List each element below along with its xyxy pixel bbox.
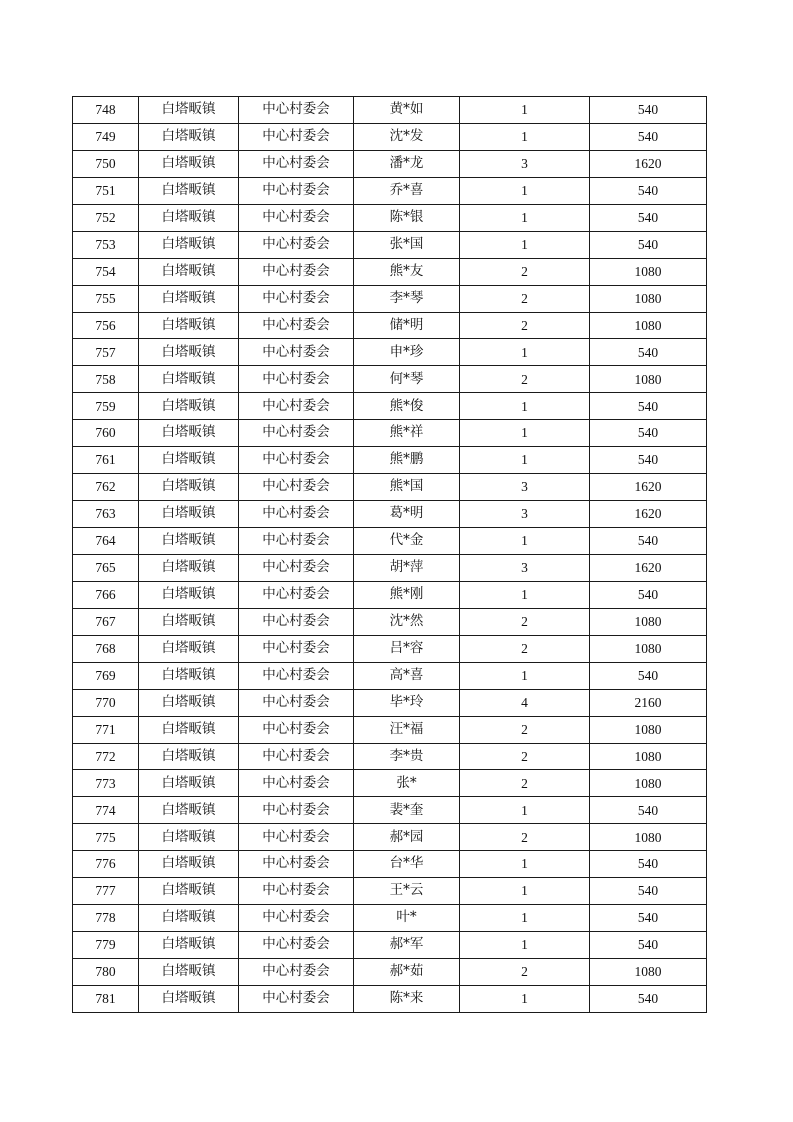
village-cell: 中心村委会 [239,608,354,635]
person-name-cell: 王*云 [354,878,460,905]
table-row [73,447,707,474]
table-row [73,635,707,662]
person-name-cell: 胡*萍 [354,554,460,581]
row-number-cell: 774 [73,797,139,824]
amount-cell: 1080 [590,770,707,797]
row-number-cell: 748 [73,97,139,124]
row-number-cell: 764 [73,528,139,555]
amount-cell: 540 [590,339,707,366]
row-number-cell: 753 [73,231,139,258]
amount-cell: 1620 [590,554,707,581]
table-row [73,231,707,258]
amount-cell: 540 [590,177,707,204]
village-cell: 中心村委会 [239,150,354,177]
person-name-cell: 叶* [354,905,460,932]
row-number-cell: 771 [73,716,139,743]
household-count-cell: 2 [460,608,590,635]
household-count-cell: 1 [460,581,590,608]
town-cell: 白塔畈镇 [139,608,239,635]
person-name-cell: 熊*友 [354,258,460,285]
row-number-cell: 778 [73,905,139,932]
town-cell: 白塔畈镇 [139,716,239,743]
table-row [73,959,707,986]
household-count-cell: 2 [460,258,590,285]
household-count-cell: 3 [460,554,590,581]
town-cell: 白塔畈镇 [139,393,239,420]
town-cell: 白塔畈镇 [139,420,239,447]
table-row [73,501,707,528]
amount-cell: 540 [590,662,707,689]
amount-cell: 540 [590,97,707,124]
table-row [73,662,707,689]
amount-cell: 1080 [590,743,707,770]
person-name-cell: 张* [354,770,460,797]
town-cell: 白塔畈镇 [139,339,239,366]
town-cell: 白塔畈镇 [139,905,239,932]
household-count-cell: 3 [460,474,590,501]
amount-cell: 1080 [590,366,707,393]
amount-cell: 1080 [590,608,707,635]
household-count-cell: 1 [460,932,590,959]
village-cell: 中心村委会 [239,231,354,258]
town-cell: 白塔畈镇 [139,554,239,581]
town-cell: 白塔畈镇 [139,635,239,662]
row-number-cell: 768 [73,635,139,662]
table-row [73,689,707,716]
amount-cell: 540 [590,985,707,1012]
row-number-cell: 767 [73,608,139,635]
town-cell: 白塔畈镇 [139,366,239,393]
household-count-cell: 1 [460,985,590,1012]
person-name-cell: 熊*国 [354,474,460,501]
village-cell: 中心村委会 [239,393,354,420]
amount-cell: 1620 [590,150,707,177]
household-count-cell: 1 [460,447,590,474]
person-name-cell: 沈*然 [354,608,460,635]
person-name-cell: 熊*刚 [354,581,460,608]
table-row [73,123,707,150]
village-cell: 中心村委会 [239,581,354,608]
table-row [73,851,707,878]
town-cell: 白塔畈镇 [139,797,239,824]
person-name-cell: 张*国 [354,231,460,258]
town-cell: 白塔畈镇 [139,851,239,878]
village-cell: 中心村委会 [239,177,354,204]
household-count-cell: 2 [460,635,590,662]
household-count-cell: 1 [460,177,590,204]
person-name-cell: 郝*茹 [354,959,460,986]
household-count-cell: 2 [460,285,590,312]
amount-cell: 1080 [590,312,707,339]
row-number-cell: 750 [73,150,139,177]
household-count-cell: 1 [460,797,590,824]
amount-cell: 540 [590,905,707,932]
village-cell: 中心村委会 [239,474,354,501]
person-name-cell: 毕*玲 [354,689,460,716]
row-number-cell: 765 [73,554,139,581]
town-cell: 白塔畈镇 [139,770,239,797]
household-count-cell: 1 [460,662,590,689]
village-cell: 中心村委会 [239,985,354,1012]
person-name-cell: 李*琴 [354,285,460,312]
table-row [73,150,707,177]
row-number-cell: 751 [73,177,139,204]
table-row [73,204,707,231]
person-name-cell: 裴*奎 [354,797,460,824]
row-number-cell: 749 [73,123,139,150]
town-cell: 白塔畈镇 [139,959,239,986]
person-name-cell: 吕*容 [354,635,460,662]
table-row [73,716,707,743]
amount-cell: 540 [590,447,707,474]
amount-cell: 1080 [590,635,707,662]
amount-cell: 540 [590,231,707,258]
household-count-cell: 1 [460,339,590,366]
person-name-cell: 沈*发 [354,123,460,150]
person-name-cell: 熊*鹏 [354,447,460,474]
village-cell: 中心村委会 [239,716,354,743]
table-row [73,366,707,393]
table-row [73,312,707,339]
roster-body [73,97,707,1013]
town-cell: 白塔畈镇 [139,231,239,258]
household-count-cell: 1 [460,851,590,878]
town-cell: 白塔畈镇 [139,258,239,285]
row-number-cell: 780 [73,959,139,986]
row-number-cell: 752 [73,204,139,231]
town-cell: 白塔畈镇 [139,878,239,905]
village-cell: 中心村委会 [239,743,354,770]
town-cell: 白塔畈镇 [139,123,239,150]
household-count-cell: 4 [460,689,590,716]
town-cell: 白塔畈镇 [139,824,239,851]
table-row [73,743,707,770]
row-number-cell: 777 [73,878,139,905]
village-cell: 中心村委会 [239,770,354,797]
village-cell: 中心村委会 [239,528,354,555]
person-name-cell: 李*贵 [354,743,460,770]
village-cell: 中心村委会 [239,420,354,447]
amount-cell: 1080 [590,716,707,743]
town-cell: 白塔畈镇 [139,581,239,608]
household-count-cell: 1 [460,393,590,420]
table-row [73,878,707,905]
person-name-cell: 陈*来 [354,985,460,1012]
person-name-cell: 储*明 [354,312,460,339]
table-row [73,824,707,851]
row-number-cell: 759 [73,393,139,420]
table-row [73,97,707,124]
village-cell: 中心村委会 [239,123,354,150]
table-row [73,581,707,608]
person-name-cell: 熊*俊 [354,393,460,420]
amount-cell: 540 [590,204,707,231]
amount-cell: 1080 [590,959,707,986]
household-count-cell: 1 [460,528,590,555]
town-cell: 白塔畈镇 [139,501,239,528]
village-cell: 中心村委会 [239,312,354,339]
village-cell: 中心村委会 [239,366,354,393]
table-row [73,258,707,285]
village-cell: 中心村委会 [239,932,354,959]
row-number-cell: 766 [73,581,139,608]
household-count-cell: 1 [460,123,590,150]
town-cell: 白塔畈镇 [139,204,239,231]
amount-cell: 540 [590,878,707,905]
household-count-cell: 1 [460,878,590,905]
village-cell: 中心村委会 [239,285,354,312]
row-number-cell: 775 [73,824,139,851]
village-cell: 中心村委会 [239,878,354,905]
village-cell: 中心村委会 [239,797,354,824]
person-name-cell: 郝*军 [354,932,460,959]
town-cell: 白塔畈镇 [139,447,239,474]
person-name-cell: 汪*福 [354,716,460,743]
table-row [73,797,707,824]
town-cell: 白塔畈镇 [139,689,239,716]
household-count-cell: 2 [460,824,590,851]
row-number-cell: 754 [73,258,139,285]
person-name-cell: 乔*喜 [354,177,460,204]
row-number-cell: 761 [73,447,139,474]
town-cell: 白塔畈镇 [139,177,239,204]
row-number-cell: 763 [73,501,139,528]
household-count-cell: 1 [460,420,590,447]
amount-cell: 540 [590,932,707,959]
table-row [73,905,707,932]
amount-cell: 1080 [590,824,707,851]
amount-cell: 1080 [590,258,707,285]
village-cell: 中心村委会 [239,554,354,581]
household-count-cell: 2 [460,959,590,986]
village-cell: 中心村委会 [239,851,354,878]
table-row [73,932,707,959]
roster-table [72,96,707,1013]
row-number-cell: 773 [73,770,139,797]
village-cell: 中心村委会 [239,339,354,366]
table-row [73,554,707,581]
amount-cell: 540 [590,123,707,150]
row-number-cell: 779 [73,932,139,959]
village-cell: 中心村委会 [239,635,354,662]
town-cell: 白塔畈镇 [139,528,239,555]
village-cell: 中心村委会 [239,824,354,851]
household-count-cell: 2 [460,312,590,339]
village-cell: 中心村委会 [239,959,354,986]
person-name-cell: 申*珍 [354,339,460,366]
town-cell: 白塔畈镇 [139,312,239,339]
person-name-cell: 代*金 [354,528,460,555]
person-name-cell: 葛*明 [354,501,460,528]
amount-cell: 1080 [590,285,707,312]
table-row [73,985,707,1012]
table-row [73,420,707,447]
household-count-cell: 3 [460,501,590,528]
town-cell: 白塔畈镇 [139,985,239,1012]
village-cell: 中心村委会 [239,689,354,716]
table-row [73,339,707,366]
household-count-cell: 1 [460,204,590,231]
town-cell: 白塔畈镇 [139,97,239,124]
table-row [73,770,707,797]
row-number-cell: 756 [73,312,139,339]
household-count-cell: 1 [460,905,590,932]
village-cell: 中心村委会 [239,662,354,689]
row-number-cell: 772 [73,743,139,770]
person-name-cell: 陈*银 [354,204,460,231]
household-count-cell: 2 [460,770,590,797]
table-row [73,393,707,420]
row-number-cell: 781 [73,985,139,1012]
village-cell: 中心村委会 [239,447,354,474]
town-cell: 白塔畈镇 [139,474,239,501]
household-count-cell: 1 [460,231,590,258]
row-number-cell: 769 [73,662,139,689]
village-cell: 中心村委会 [239,905,354,932]
amount-cell: 540 [590,393,707,420]
table-row [73,528,707,555]
person-name-cell: 郝*园 [354,824,460,851]
town-cell: 白塔畈镇 [139,285,239,312]
village-cell: 中心村委会 [239,97,354,124]
amount-cell: 540 [590,420,707,447]
village-cell: 中心村委会 [239,501,354,528]
row-number-cell: 758 [73,366,139,393]
row-number-cell: 755 [73,285,139,312]
person-name-cell: 黄*如 [354,97,460,124]
person-name-cell: 台*华 [354,851,460,878]
household-count-cell: 2 [460,366,590,393]
town-cell: 白塔畈镇 [139,662,239,689]
table-row [73,474,707,501]
town-cell: 白塔畈镇 [139,932,239,959]
village-cell: 中心村委会 [239,204,354,231]
person-name-cell: 潘*龙 [354,150,460,177]
amount-cell: 540 [590,581,707,608]
row-number-cell: 760 [73,420,139,447]
amount-cell: 540 [590,797,707,824]
person-name-cell: 熊*祥 [354,420,460,447]
town-cell: 白塔畈镇 [139,150,239,177]
person-name-cell: 何*琴 [354,366,460,393]
person-name-cell: 高*喜 [354,662,460,689]
town-cell: 白塔畈镇 [139,743,239,770]
household-count-cell: 3 [460,150,590,177]
row-number-cell: 757 [73,339,139,366]
amount-cell: 1620 [590,474,707,501]
household-count-cell: 2 [460,716,590,743]
row-number-cell: 776 [73,851,139,878]
amount-cell: 1620 [590,501,707,528]
table-row [73,285,707,312]
table-row [73,177,707,204]
village-cell: 中心村委会 [239,258,354,285]
amount-cell: 540 [590,851,707,878]
row-number-cell: 770 [73,689,139,716]
amount-cell: 540 [590,528,707,555]
row-number-cell: 762 [73,474,139,501]
amount-cell: 2160 [590,689,707,716]
table-row [73,608,707,635]
household-count-cell: 1 [460,97,590,124]
household-count-cell: 2 [460,743,590,770]
